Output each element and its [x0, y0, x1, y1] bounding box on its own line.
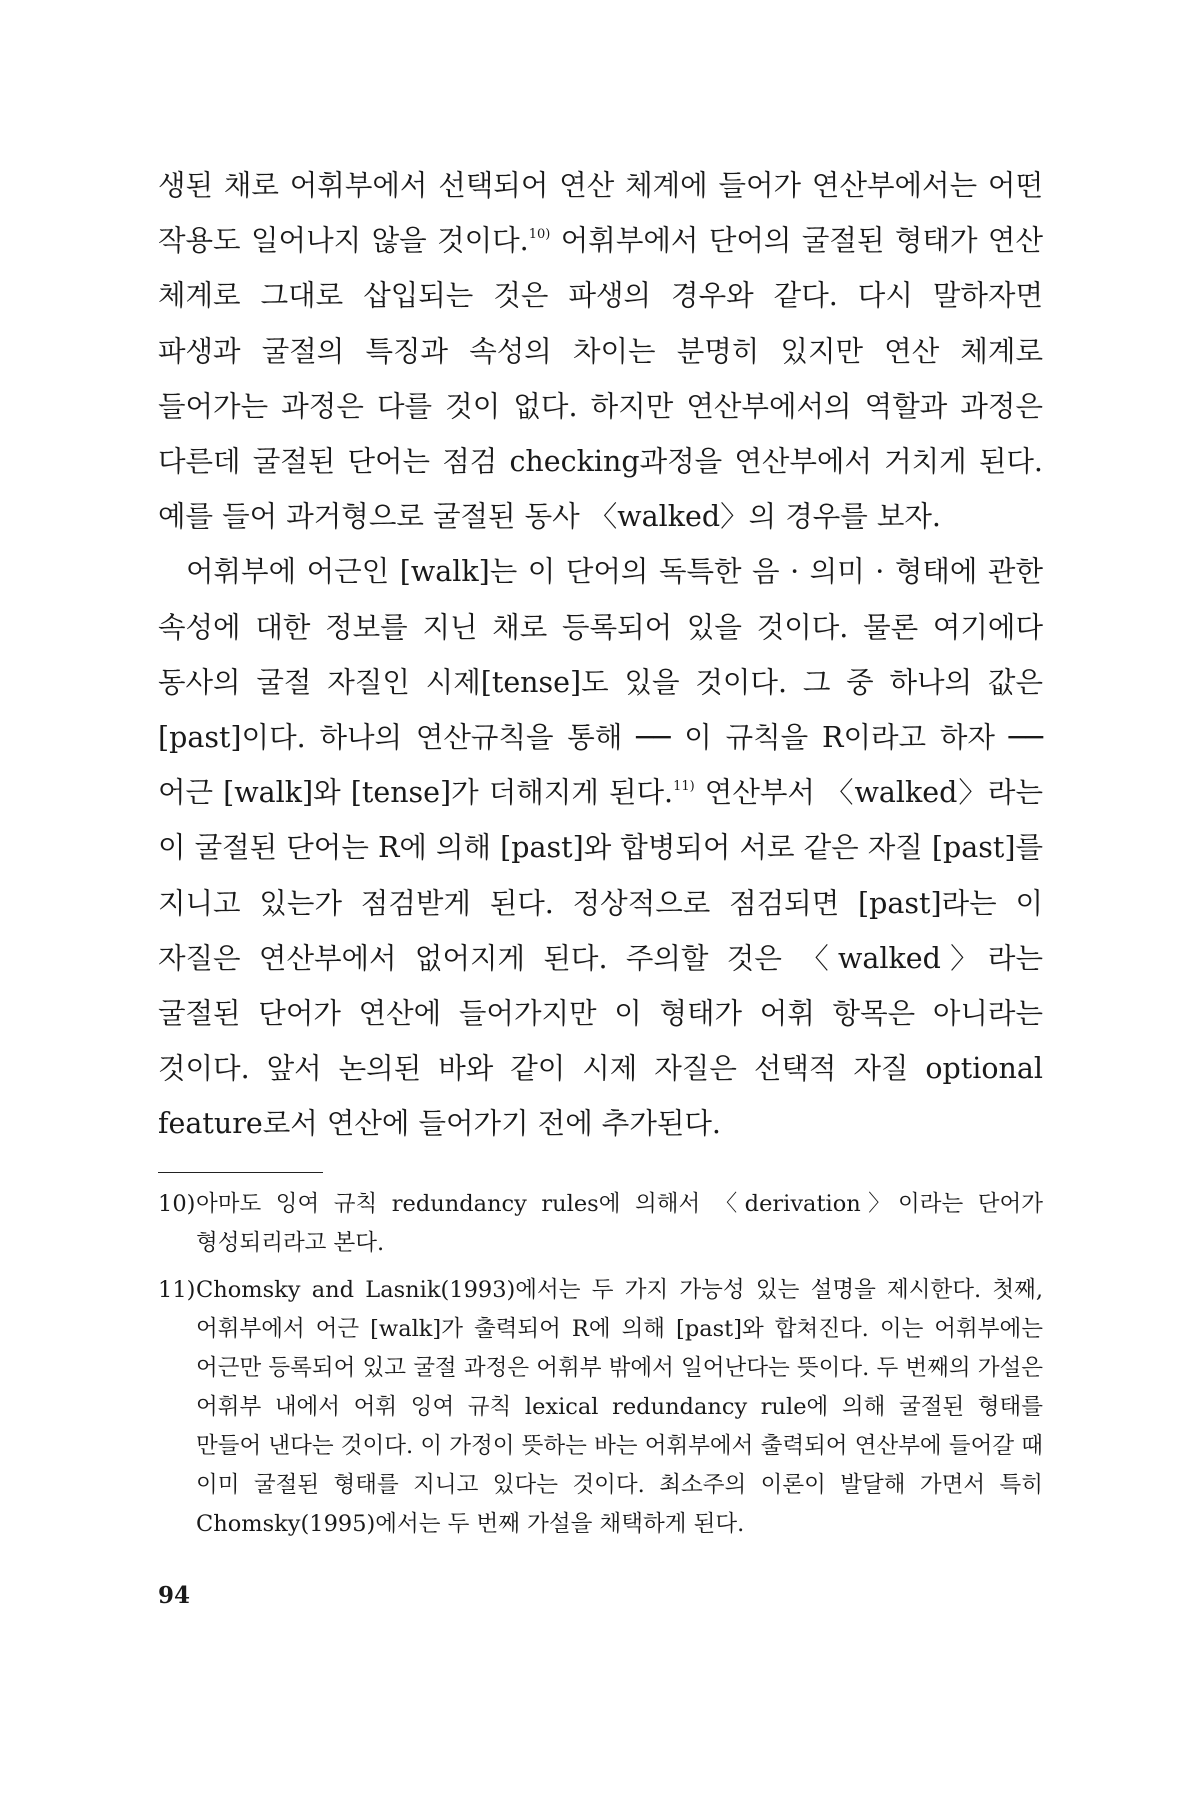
- footnote-text: 아마도 잉여 규칙 redundancy rules에 의해서 〈derivation〉이라는 단어가 형성되리라고 본다.: [196, 1191, 1043, 1256]
- footnote-number: 10): [158, 1191, 196, 1217]
- paragraph-2-text-a: 어휘부에 어근인 [walk]는 이 단어의 독특한 음 · 의미 · 형태에 관한 속성에 대한 정보를 지닌 채로 등록되어 있을 것이다. 물론 여기에다 동사의 굴절 자질인 시제[tense]도 있을 것이다. 그 중 하나의 값은 [past]이다. 하나의 연산규칙을 통해 ── 이 규칙을 R이라고 하자 ── 어근 [walk]와 [tense]가 더해지게 된다.: [158, 555, 1043, 810]
- paragraph-1: [158, 158, 1043, 544]
- paragraph-2: [158, 544, 1043, 1151]
- footnote-number: 11): [158, 1277, 196, 1303]
- footnote-text: Chomsky and Lasnik(1993)에서는 두 가지 가능성 있는 설명을 제시한다. 첫째, 어휘부에서 어근 [walk]가 출력되어 R에 의해 [past]와 합쳐진다. 이는 어휘부에는 어근만 등록되어 있고 굴절 과정은 어휘부 밖에서 일어난다는 뜻이다. 두 번째의 가설은 어휘부 내에서 어휘 잉여 규칙 lexical redundancy rule에 의해 굴절된 형태를 만들어 낸다는 것이다. 이 가정이 뜻하는 바는 어휘부에서 출력되어 연산부에 들어갈 때 이미 굴절된 형태를 지니고 있다는 것이다. 최소주의 이론이 발달해 가면서 특히 Chomsky(1995)에서는 두 번째 가설을 채택하게 된다.: [196, 1277, 1043, 1537]
- main-text: [158, 158, 1043, 1152]
- paragraph-1-text-b: 어휘부에서 단어의 굴절된 형태가 연산 체계로 그대로 삽입되는 것은 파생의 경우와 같다. 다시 말하자면 파생과 굴절의 특징과 속성의 차이는 분명히 있지만 연산 체계로 들어가는 과정은 다를 것이 없다. 하지만 연산부에서의 역할과 과정은 다른데 굴절된 단어는 점검 checking과정을 연산부에서 거치게 된다. 예를 들어 과거형으로 굴절된 동사 〈walked〉의 경우를 보자.: [158, 224, 1043, 534]
- footnote-divider: [158, 1172, 323, 1173]
- paragraph-2-text-b: 연산부서 〈walked〉라는 이 굴절된 단어는 R에 의해 [past]와 합병되어 서로 같은 자질 [past]를 지니고 있는가 점검받게 된다. 정상적으로 점검되면 [past]라는 이 자질은 연산부에서 없어지게 된다. 주의할 것은 〈walked〉라는 굴절된 단어가 연산에 들어가지만 이 형태가 어휘 항목은 아니라는 것이다. 앞서 논의된 바와 같이 시제 자질은 선택적 자질 optional feature로서 연산에 들어가기 전에 추가된다.: [158, 776, 1043, 1141]
- page-number: 94: [158, 1582, 191, 1609]
- footnote-10: [158, 1185, 1043, 1263]
- paragraph-1-text-a: 생된 채로 어휘부에서 선택되어 연산 체계에 들어가 연산부에서는 어떤 작용도 일어나지 않을 것이다.: [158, 169, 1043, 258]
- footnote-ref-11: 11): [673, 778, 695, 794]
- footnote-ref-10: 10): [528, 226, 551, 242]
- footnotes: [158, 1185, 1043, 1552]
- footnote-11: [158, 1271, 1043, 1544]
